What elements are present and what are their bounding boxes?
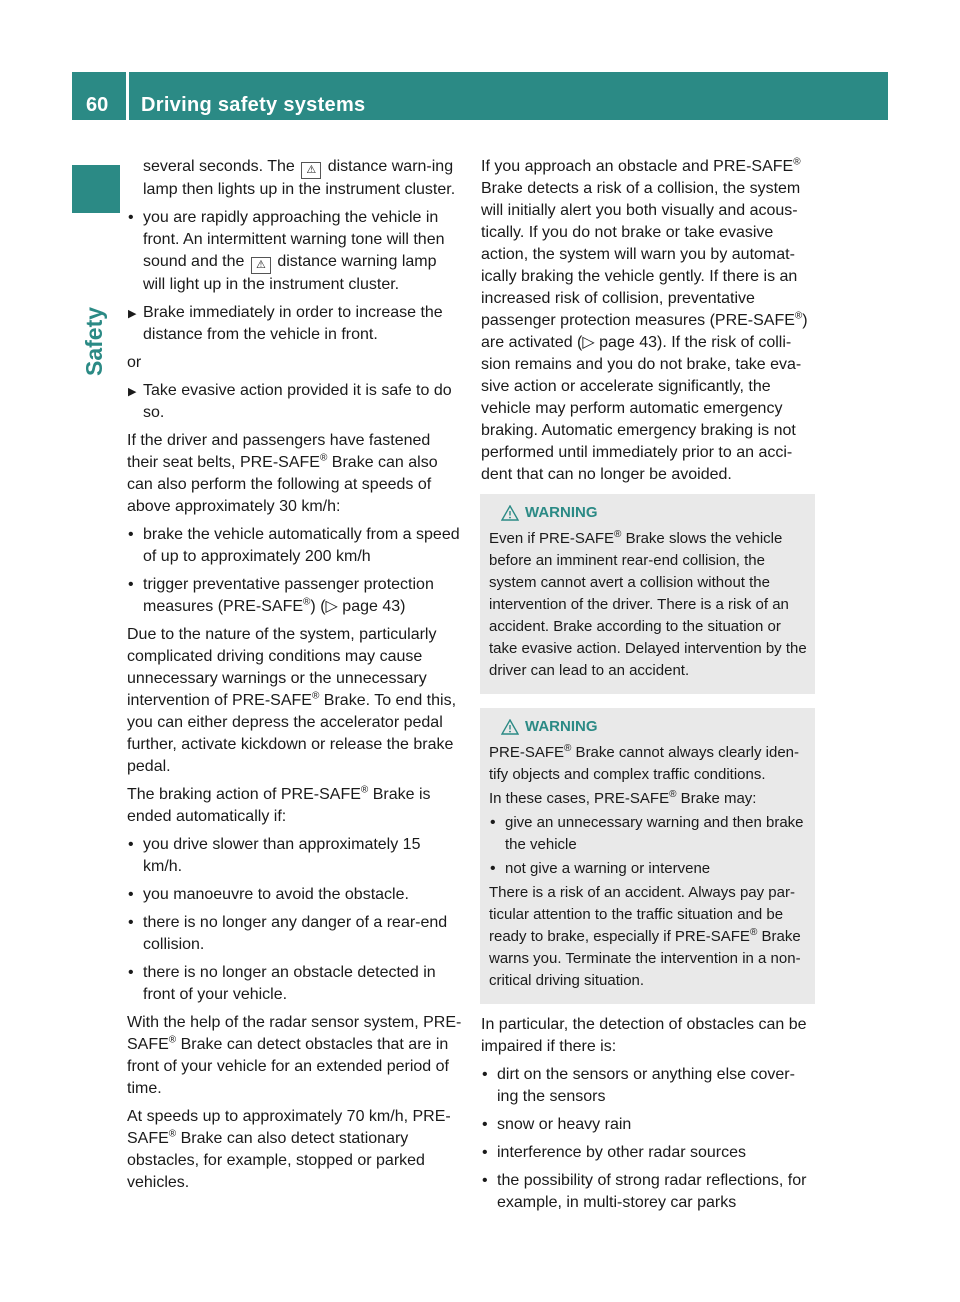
page-reference-arrow-icon: ▷ — [582, 334, 595, 351]
paragraph: The braking action of PRE-SAFE® Brake is ended automatically if: — [127, 784, 431, 825]
warning-text: PRE-SAFE® Brake cannot always clearly iden-tify objects and complex traffic conditions. — [489, 743, 799, 783]
bullet-item: • you manoeuvre to avoid the obstacle. — [127, 884, 462, 906]
warning-box — [480, 494, 815, 694]
paragraph: several seconds. The ⚠ distance warn-ing lamp then lights up in the instrument cluster. — [143, 158, 456, 198]
right-column — [481, 156, 815, 1220]
action-item: ▶ Take evasive action provided it is safe to do so. — [128, 382, 452, 421]
warning-text: Even if PRE-SAFE® Brake slows the vehicle before an imminent rear-end collision, the system cannot avert a collision without the intervention of the driver. There is a risk of an accident. Brake according to the situation or take evasive action. Delayed intervention by the driver can lead to an accident. — [489, 529, 807, 679]
paragraph-or: or — [127, 354, 142, 371]
paragraph: In particular, the detection of obstacles can be impaired if there is: — [481, 1016, 807, 1055]
paragraph: With the help of the radar sensor system, PRE-SAFE® Brake can detect obstacles that are in front of your vehicle for an extended period of time. — [127, 1014, 462, 1097]
page-number: 60 — [86, 94, 109, 116]
bullet-icon: • — [128, 914, 134, 931]
bullet-icon: • — [490, 860, 496, 877]
paragraph: If you approach an obstacle and PRE-SAFE® Brake detects a risk of a collision, the system will initially alert you both visually and acous-tically. If you do not brake or take evasive action, the system will warn you by automat-ically braking the vehicle gently. If there is an increased risk of collision, preventative passenger protection measures (PRE-SAFE®) are activated (▷ page 43). If the risk of colli-sion remains and you do not brake, take eva-sive action or accelerate significantly, the vehicle may perform automatic emergency braking. Automatic emergency braking is not performed until immediately prior to an acci-dent that can no longer be avoided. — [481, 156, 808, 483]
action-arrow-icon: ▶ — [128, 386, 137, 398]
action-arrow-icon: ▶ — [128, 308, 137, 320]
action-item: ▶ Brake immediately in order to increase the distance from the vehicle in front. — [128, 304, 443, 343]
warning-triangle-icon — [501, 719, 519, 735]
warning-text: In these cases, PRE-SAFE® Brake may: — [489, 789, 757, 807]
bullet-icon: • — [482, 1116, 488, 1133]
distance-warning-lamp-icon: ⚠ — [251, 257, 271, 274]
bullet-icon: • — [482, 1172, 488, 1189]
paragraph: Due to the nature of the system, particularly complicated driving conditions may cause unnecessary warnings or the unnecessary intervention of PRE-SAFE® Brake. To end this, you can either depress the accelerator pedal further, activate kickdown or release the brake pedal. — [127, 626, 457, 775]
bullet-item: • there is no longer an obstacle detected in front of your vehicle. — [128, 964, 436, 1003]
bullet-icon: • — [128, 526, 134, 543]
bullet-icon: • — [490, 814, 496, 831]
bullet-item: • brake the vehicle automatically from a speed of up to approximately 200 km/h — [128, 526, 460, 565]
page-reference-arrow-icon: ▷ — [325, 598, 338, 615]
warning-header — [501, 502, 807, 524]
paragraph: At speeds up to approximately 70 km/h, PRE-SAFE® Brake can also detect stationary obstacles, for example, stopped or parked vehicles. — [127, 1108, 451, 1191]
page-reference-link[interactable]: page 43) — [342, 598, 406, 615]
bullet-icon: • — [128, 576, 134, 593]
side-section-label: Safety — [81, 306, 107, 376]
bullet-icon: • — [128, 964, 134, 981]
bullet-item: • dirt on the sensors or anything else cover-ing the sensors — [482, 1066, 795, 1105]
distance-warning-lamp-icon: ⚠ — [301, 162, 321, 179]
bullet-icon: • — [128, 886, 134, 903]
side-tab-block — [72, 165, 120, 213]
bullet-item: • there is no longer any danger of a rear-end collision. — [128, 914, 448, 953]
warning-title: WARNING — [525, 504, 598, 521]
section-title: Driving safety systems — [141, 94, 366, 116]
bullet-item: • you drive slower than approximately 15 km/h. — [128, 836, 421, 875]
bullet-item: • trigger preventative passenger protection measures (PRE-SAFE®) (▷ page 43) — [128, 576, 434, 615]
bullet-icon: • — [482, 1144, 488, 1161]
paragraph: If the driver and passengers have fastened their seat belts, PRE-SAFE® Brake can also can also perform the following at speeds of above approximately 30 km/h: — [127, 432, 438, 515]
bullet-item: • interference by other radar sources — [481, 1142, 815, 1164]
bullet-icon: • — [128, 209, 134, 226]
bullet-item: • you are rapidly approaching the vehicle in front. An intermittent warning tone will then sound and the ⚠ distance warning lamp will light up in the instrument cluster. — [128, 209, 445, 293]
warning-header — [501, 716, 807, 738]
header-separator — [126, 72, 129, 120]
bullet-icon: • — [482, 1066, 488, 1083]
warning-triangle-icon — [501, 505, 519, 521]
bullet-item: • give an unnecessary warning and then brake the vehicle — [490, 814, 804, 853]
bullet-item: • not give a warning or intervene — [489, 858, 807, 880]
warning-box — [480, 708, 815, 1004]
warning-text: There is a risk of an accident. Always pay par-ticular attention to the traffic situation and be ready to brake, especially if PRE-SAFE® Brake warns you. Terminate the intervention in a non-critical driving situation. — [489, 884, 801, 989]
bullet-item: • snow or heavy rain — [481, 1114, 815, 1136]
bullet-icon: • — [128, 836, 134, 853]
warning-title: WARNING — [525, 718, 598, 735]
bullet-item: • the possibility of strong radar reflections, for example, in multi-storey car parks — [482, 1172, 807, 1211]
left-column — [127, 156, 462, 1200]
